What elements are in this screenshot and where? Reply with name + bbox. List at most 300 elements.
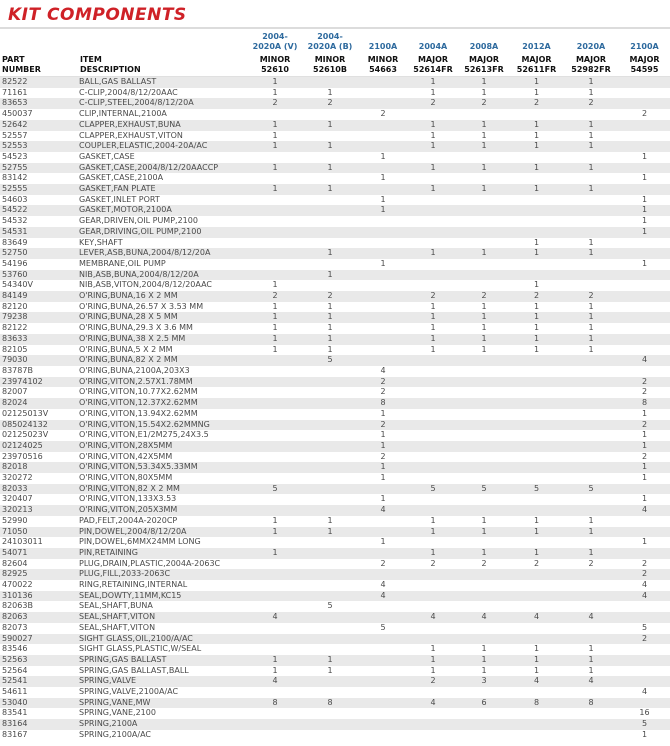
model-label: 2100A xyxy=(630,42,659,51)
qty-cell: 1 xyxy=(641,473,648,483)
qty-cell: 4 xyxy=(641,580,648,590)
qty-cell: 2 xyxy=(641,109,648,119)
qty-cell xyxy=(302,612,358,623)
item-description-cell: O'RING,BUNA,16 X 2 MM xyxy=(79,291,178,301)
qty-cell xyxy=(248,366,302,377)
item-description-cell: LEVER,ASB,BUNA,2004/8/12/20A xyxy=(79,248,211,258)
item-description-cell: NIB,ASB,VITON,2004/8/12/20AAC xyxy=(79,280,213,290)
qty-cell xyxy=(510,687,563,698)
kit-number-label: 52613FR xyxy=(464,64,504,74)
qty-cell: 1 xyxy=(430,312,436,322)
qty-cell xyxy=(302,623,358,634)
qty-cell: 1 xyxy=(380,473,386,483)
qty-cell xyxy=(408,280,458,291)
qty-cell xyxy=(408,259,458,270)
item-description-cell: O'RING,VITON,133X3.53 xyxy=(79,494,177,504)
qty-cell: 1 xyxy=(481,141,487,151)
qty-cell xyxy=(510,719,563,730)
qty-cell: 1 xyxy=(430,665,436,675)
part-number-cell: 320272 xyxy=(2,473,33,483)
item-description-cell: O'RING,VITON,28X5MM xyxy=(79,440,173,450)
qty-cell: 1 xyxy=(481,184,487,194)
item-description-cell: PLUG,DRAIN,PLASTIC,2004A-2063C xyxy=(79,558,221,568)
qty-cell xyxy=(408,270,458,281)
qty-cell: 1 xyxy=(430,184,436,194)
kit-column-header xyxy=(408,29,458,77)
table-row xyxy=(0,516,670,527)
qty-cell xyxy=(563,505,619,516)
qty-cell xyxy=(358,291,408,302)
item-description-cell: O'RING,BUNA,2100A,203X3 xyxy=(79,365,190,375)
qty-cell xyxy=(302,634,358,645)
qty-cell: 1 xyxy=(380,494,386,504)
item-description-cell: SIGHT GLASS,OIL,2100/A/AC xyxy=(79,633,193,643)
qty-cell xyxy=(358,687,408,698)
qty-cell xyxy=(510,152,563,163)
table-row xyxy=(0,484,670,495)
qty-cell: 4 xyxy=(533,676,540,686)
kit-type-label: MAJOR xyxy=(629,55,660,64)
qty-cell: 4 xyxy=(588,612,594,622)
qty-cell xyxy=(458,227,510,238)
item-description-cell: O'RING,BUNA,28 X 5 MM xyxy=(79,312,178,322)
qty-cell: 2 xyxy=(533,558,540,568)
qty-cell: 1 xyxy=(272,515,278,525)
part-number-cell: 83142 xyxy=(2,173,28,183)
item-description-cell: O'RING,VITON,10.77X2.62MM xyxy=(79,387,198,397)
qty-cell xyxy=(358,601,408,612)
qty-cell xyxy=(302,537,358,548)
qty-cell: 1 xyxy=(327,526,333,536)
qty-cell: 5 xyxy=(380,622,386,632)
table-row xyxy=(0,398,670,409)
qty-cell xyxy=(458,173,510,184)
qty-cell: 1 xyxy=(272,141,278,151)
qty-cell xyxy=(408,569,458,580)
qty-cell xyxy=(619,163,670,174)
qty-cell xyxy=(619,302,670,313)
qty-cell xyxy=(510,473,563,484)
qty-cell xyxy=(563,270,619,281)
qty-cell xyxy=(358,131,408,142)
qty-cell: 8 xyxy=(533,697,540,707)
item-description-cell: SPRING,VALVE,2100A/AC xyxy=(79,687,179,697)
part-number-header xyxy=(0,29,78,77)
qty-cell xyxy=(302,730,358,741)
qty-cell: 8 xyxy=(641,398,648,408)
part-number-cell: 83649 xyxy=(2,237,28,247)
qty-cell: 6 xyxy=(481,697,487,707)
part-number-cell: 83541 xyxy=(2,708,28,718)
qty-cell xyxy=(248,719,302,730)
part-number-cell: 83787B xyxy=(2,365,33,375)
qty-cell xyxy=(302,676,358,687)
part-number-cell: 54603 xyxy=(2,194,28,204)
qty-cell xyxy=(619,516,670,527)
qty-cell xyxy=(563,195,619,206)
qty-cell: 1 xyxy=(380,537,386,547)
qty-cell xyxy=(248,708,302,719)
qty-cell: 8 xyxy=(327,697,333,707)
qty-cell xyxy=(619,366,670,377)
qty-cell xyxy=(302,387,358,398)
table-row xyxy=(0,152,670,163)
qty-cell xyxy=(358,280,408,291)
qty-cell xyxy=(458,216,510,227)
part-number-cell: 02125023V xyxy=(2,430,49,440)
qty-cell: 2 xyxy=(481,558,487,568)
qty-cell xyxy=(563,205,619,216)
qty-cell: 1 xyxy=(272,162,278,172)
qty-cell xyxy=(358,612,408,623)
qty-cell: 4 xyxy=(481,612,487,622)
table-row xyxy=(0,88,670,99)
qty-cell xyxy=(248,109,302,120)
qty-cell: 1 xyxy=(430,162,436,172)
kit-number-label: 52614FR xyxy=(413,64,453,74)
part-number-cell: 82063B xyxy=(2,601,33,611)
qty-cell: 5 xyxy=(481,483,487,493)
qty-cell xyxy=(302,216,358,227)
qty-cell xyxy=(619,655,670,666)
qty-cell xyxy=(358,312,408,323)
qty-cell xyxy=(619,676,670,687)
qty-cell: 1 xyxy=(430,526,436,536)
part-number-cell: 54611 xyxy=(2,687,28,697)
qty-cell xyxy=(458,601,510,612)
qty-cell xyxy=(248,580,302,591)
part-number-cell: 82033 xyxy=(2,483,28,493)
qty-cell: 1 xyxy=(533,654,540,664)
qty-cell xyxy=(408,195,458,206)
qty-cell: 1 xyxy=(272,547,278,557)
item-description-cell: O'RING,VITON,205X3MM xyxy=(79,505,178,515)
kit-number-label: 52611FR xyxy=(516,64,557,74)
qty-cell xyxy=(358,270,408,281)
qty-cell xyxy=(458,730,510,741)
qty-cell: 2 xyxy=(641,558,648,568)
qty-cell xyxy=(248,248,302,259)
model-label: 2004-2020A (B) xyxy=(307,32,353,51)
part-number-cell: 450037 xyxy=(2,109,33,119)
qty-cell xyxy=(563,441,619,452)
qty-cell: 1 xyxy=(481,333,487,343)
part-number-cell: 52564 xyxy=(2,665,28,675)
qty-cell: 2 xyxy=(533,291,540,301)
kit-column-header xyxy=(248,29,302,77)
qty-cell: 1 xyxy=(641,205,648,215)
qty-cell xyxy=(302,591,358,602)
desc-header-line2: DESCRIPTION xyxy=(80,64,141,74)
qty-cell xyxy=(510,259,563,270)
part-number-cell: 54523 xyxy=(2,151,28,161)
qty-cell: 1 xyxy=(533,130,540,140)
part-number-cell: 82925 xyxy=(2,569,28,579)
qty-cell: 1 xyxy=(380,462,386,472)
item-description-cell: COUPLER,ELASTIC,2004-20A/AC xyxy=(79,141,208,151)
qty-cell: 1 xyxy=(533,184,540,194)
qty-cell: 1 xyxy=(533,665,540,675)
qty-cell: 1 xyxy=(588,237,594,247)
table-row xyxy=(0,430,670,441)
table-row xyxy=(0,452,670,463)
part-number-cell: 52541 xyxy=(2,676,28,686)
qty-cell xyxy=(302,548,358,559)
item-description-cell: GEAR,DRIVEN,OIL PUMP,2100 xyxy=(79,216,198,226)
qty-cell: 4 xyxy=(641,505,648,515)
qty-cell xyxy=(563,366,619,377)
kit-type-label: MINOR xyxy=(367,55,399,64)
qty-cell xyxy=(510,409,563,420)
qty-cell xyxy=(563,708,619,719)
qty-cell: 1 xyxy=(327,654,333,664)
qty-cell xyxy=(302,494,358,505)
qty-cell: 1 xyxy=(430,333,436,343)
table-row xyxy=(0,163,670,174)
item-description-cell: GEAR,DRIVING,OIL PUMP,2100 xyxy=(79,226,202,236)
qty-cell: 2 xyxy=(588,98,594,108)
qty-cell: 1 xyxy=(481,130,487,140)
qty-cell: 1 xyxy=(380,408,386,418)
item-description-cell: O'RING,BUNA,26.57 X 3.53 MM xyxy=(79,301,204,311)
table-row xyxy=(0,730,670,741)
qty-cell xyxy=(563,452,619,463)
qty-cell: 4 xyxy=(380,590,386,600)
table-row xyxy=(0,537,670,548)
item-description-cell: GASKET,CASE xyxy=(79,151,135,161)
qty-cell xyxy=(510,109,563,120)
qty-cell: 2 xyxy=(380,376,386,386)
qty-cell xyxy=(619,88,670,99)
qty-cell xyxy=(563,259,619,270)
model-label: 2020A xyxy=(576,42,606,51)
qty-cell xyxy=(510,730,563,741)
qty-cell: 1 xyxy=(430,547,436,557)
qty-cell: 4 xyxy=(430,612,436,622)
table-row xyxy=(0,666,670,677)
qty-cell: 5 xyxy=(533,483,540,493)
item-description-cell: O'RING,VITON,82 X 2 MM xyxy=(79,483,180,493)
qty-cell xyxy=(358,644,408,655)
table-row xyxy=(0,270,670,281)
qty-cell: 4 xyxy=(272,676,278,686)
qty-cell: 5 xyxy=(272,483,278,493)
qty-cell: 8 xyxy=(380,398,386,408)
qty-cell: 1 xyxy=(533,547,540,557)
qty-cell: 1 xyxy=(430,323,436,333)
qty-cell: 2 xyxy=(641,376,648,386)
qty-cell xyxy=(563,601,619,612)
table-row xyxy=(0,77,670,88)
kit-number-label: 54663 xyxy=(369,64,397,74)
qty-cell: 1 xyxy=(481,526,487,536)
qty-cell xyxy=(248,205,302,216)
qty-cell xyxy=(302,366,358,377)
qty-cell xyxy=(458,152,510,163)
qty-cell: 4 xyxy=(588,676,594,686)
model-label: 2100A xyxy=(368,42,398,51)
qty-cell xyxy=(248,398,302,409)
qty-cell xyxy=(358,569,408,580)
qty-cell xyxy=(302,238,358,249)
qty-cell xyxy=(510,173,563,184)
qty-cell xyxy=(358,730,408,741)
qty-cell xyxy=(358,655,408,666)
qty-cell xyxy=(619,120,670,131)
qty-cell xyxy=(408,537,458,548)
table-row xyxy=(0,580,670,591)
model-label: 2004-2020A (V) xyxy=(252,32,298,51)
item-description-cell: GASKET,INLET PORT xyxy=(79,194,160,204)
table-row xyxy=(0,248,670,259)
qty-cell xyxy=(302,259,358,270)
qty-cell xyxy=(458,420,510,431)
part-number-cell: 82122 xyxy=(2,323,28,333)
item-description-cell: SPRING,VANE,MW xyxy=(79,697,151,707)
kit-type-label: MAJOR xyxy=(575,55,607,64)
qty-cell xyxy=(510,462,563,473)
item-description-cell: KEY,SHAFT xyxy=(79,237,123,247)
qty-cell xyxy=(248,270,302,281)
part-header-line2: NUMBER xyxy=(2,64,41,74)
qty-cell: 1 xyxy=(327,87,333,97)
qty-cell xyxy=(248,377,302,388)
qty-cell: 1 xyxy=(327,184,333,194)
qty-cell xyxy=(408,634,458,645)
part-number-cell: 320213 xyxy=(2,505,33,515)
qty-cell: 4 xyxy=(641,687,648,697)
qty-cell xyxy=(302,484,358,495)
qty-cell: 1 xyxy=(588,547,594,557)
part-number-cell: 52557 xyxy=(2,130,28,140)
qty-cell xyxy=(358,634,408,645)
qty-cell xyxy=(619,612,670,623)
qty-cell xyxy=(408,355,458,366)
qty-cell xyxy=(408,173,458,184)
qty-cell xyxy=(619,666,670,677)
qty-cell: 1 xyxy=(481,87,487,97)
qty-cell: 1 xyxy=(380,151,386,161)
qty-cell xyxy=(408,377,458,388)
item-description-cell: MEMBRANE,OIL PUMP xyxy=(79,258,166,268)
qty-cell: 1 xyxy=(481,312,487,322)
qty-cell xyxy=(510,387,563,398)
qty-cell xyxy=(510,591,563,602)
table-row xyxy=(0,205,670,216)
qty-cell: 1 xyxy=(272,526,278,536)
qty-cell xyxy=(458,409,510,420)
item-description-cell: O'RING,BUNA,5 X 2 MM xyxy=(79,344,173,354)
item-description-cell: CLAPPER,EXHAUST,BUNA xyxy=(79,119,181,129)
item-description-cell: O'RING,VITON,53.34X5.33MM xyxy=(79,462,198,472)
qty-cell: 2 xyxy=(430,676,436,686)
table-row xyxy=(0,644,670,655)
kit-column-header xyxy=(458,29,510,77)
item-description-cell: CLIP,INTERNAL,2100A xyxy=(79,109,167,119)
kit-type-label: MINOR xyxy=(314,55,346,64)
kit-table-body xyxy=(0,77,670,741)
qty-cell xyxy=(563,227,619,238)
part-number-cell: 52750 xyxy=(2,248,28,258)
item-description-cell: O'RING,VITON,E1/2M275,24X3.5 xyxy=(79,430,209,440)
qty-cell xyxy=(358,248,408,259)
item-description-cell: CLAPPER,EXHAUST,VITON xyxy=(79,130,183,140)
qty-cell xyxy=(408,152,458,163)
part-number-cell: 02125013V xyxy=(2,408,49,418)
table-row xyxy=(0,409,670,420)
header-row xyxy=(0,29,670,77)
qty-cell xyxy=(408,473,458,484)
part-number-cell: 54522 xyxy=(2,205,28,215)
qty-cell xyxy=(458,387,510,398)
qty-cell: 1 xyxy=(641,226,648,236)
qty-cell xyxy=(358,548,408,559)
qty-cell xyxy=(248,687,302,698)
qty-cell: 1 xyxy=(481,162,487,172)
table-row xyxy=(0,173,670,184)
qty-cell xyxy=(510,205,563,216)
part-number-cell: 79238 xyxy=(2,312,28,322)
qty-cell xyxy=(458,355,510,366)
qty-cell xyxy=(510,452,563,463)
part-number-cell: 590027 xyxy=(2,633,33,643)
qty-cell: 2 xyxy=(588,291,594,301)
item-description-cell: SPRING,VANE,2100 xyxy=(79,708,156,718)
qty-cell: 1 xyxy=(588,333,594,343)
qty-cell xyxy=(563,687,619,698)
part-number-cell: 82105 xyxy=(2,344,28,354)
qty-cell: 1 xyxy=(481,665,487,675)
qty-cell xyxy=(358,141,408,152)
table-row xyxy=(0,98,670,109)
qty-cell xyxy=(408,591,458,602)
qty-cell xyxy=(619,698,670,709)
qty-cell xyxy=(510,227,563,238)
qty-cell: 1 xyxy=(430,141,436,151)
qty-cell xyxy=(408,708,458,719)
part-number-cell: 83164 xyxy=(2,719,28,729)
qty-cell: 1 xyxy=(533,301,540,311)
qty-cell xyxy=(302,452,358,463)
qty-cell xyxy=(510,580,563,591)
qty-cell xyxy=(408,462,458,473)
table-row xyxy=(0,131,670,142)
qty-cell: 1 xyxy=(588,141,594,151)
table-row xyxy=(0,184,670,195)
part-number-cell: 23970516 xyxy=(2,451,43,461)
qty-cell: 1 xyxy=(481,323,487,333)
table-row xyxy=(0,141,670,152)
item-description-cell: GASKET,FAN PLATE xyxy=(79,184,156,194)
qty-cell xyxy=(358,77,408,88)
item-description-cell: O'RING,BUNA,82 X 2 MM xyxy=(79,355,178,365)
part-number-cell: 320407 xyxy=(2,494,33,504)
table-row xyxy=(0,612,670,623)
qty-cell xyxy=(619,345,670,356)
item-description-cell: BALL,GAS BALLAST xyxy=(79,77,157,86)
qty-cell xyxy=(248,355,302,366)
qty-cell: 2 xyxy=(380,387,386,397)
item-description-cell: C-CLIP,2004/8/12/20AAC xyxy=(79,87,178,97)
table-row xyxy=(0,195,670,206)
qty-cell: 5 xyxy=(641,719,648,729)
qty-cell xyxy=(248,505,302,516)
kit-column-header xyxy=(358,29,408,77)
qty-cell xyxy=(510,494,563,505)
part-number-cell: 82024 xyxy=(2,398,28,408)
qty-cell: 1 xyxy=(641,440,648,450)
qty-cell xyxy=(248,601,302,612)
